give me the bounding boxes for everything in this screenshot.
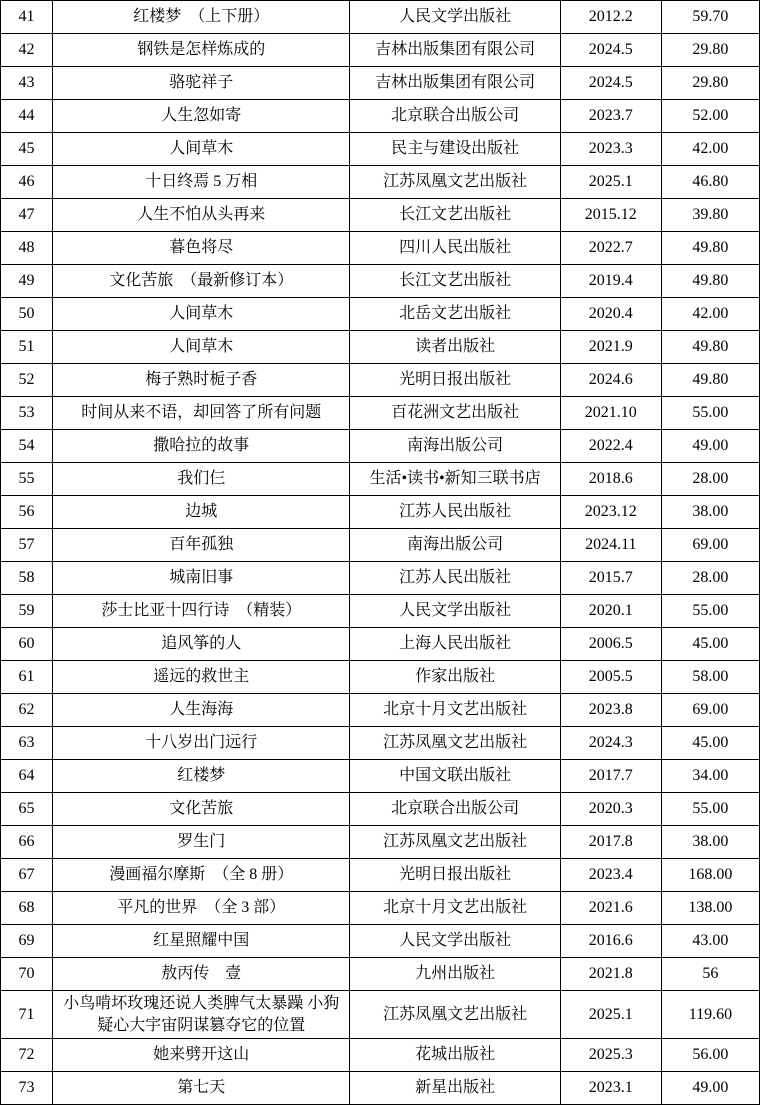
row-title: 第七天 <box>53 1072 350 1105</box>
row-price: 49.00 <box>661 430 759 463</box>
row-title: 遥远的救世主 <box>53 661 350 694</box>
row-date: 2005.5 <box>560 661 661 694</box>
row-publisher: 人民文学出版社 <box>350 1 560 34</box>
row-price: 49.80 <box>661 265 759 298</box>
row-publisher: 吉林出版集团有限公司 <box>350 67 560 100</box>
row-title: 时间从来不语，却回答了所有问题 <box>53 397 350 430</box>
row-date: 2017.7 <box>560 760 661 793</box>
row-index: 49 <box>1 265 53 298</box>
row-publisher: 江苏凤凰文艺出版社 <box>350 826 560 859</box>
row-title: 十日终焉 5 万相 <box>53 166 350 199</box>
row-price: 58.00 <box>661 661 759 694</box>
row-price: 46.80 <box>661 166 759 199</box>
row-index: 43 <box>1 67 53 100</box>
row-price: 69.00 <box>661 694 759 727</box>
table-row <box>1 661 760 694</box>
row-publisher: 上海人民出版社 <box>350 628 560 661</box>
table-row <box>1 793 760 826</box>
row-index: 59 <box>1 595 53 628</box>
row-title: 我们仨 <box>53 463 350 496</box>
row-title: 文化苦旅 <box>53 793 350 826</box>
row-price: 168.00 <box>661 859 759 892</box>
row-publisher: 花城出版社 <box>350 1039 560 1072</box>
row-index: 73 <box>1 1072 53 1105</box>
row-index: 50 <box>1 298 53 331</box>
table-row <box>1 562 760 595</box>
row-index: 66 <box>1 826 53 859</box>
row-title: 小鸟啃坏玫瑰还说人类脾气太暴躁 小狗疑心大宇宙阴谋篡夺它的位置 <box>53 991 350 1039</box>
row-date: 2015.7 <box>560 562 661 595</box>
row-index: 62 <box>1 694 53 727</box>
row-price: 55.00 <box>661 595 759 628</box>
row-title: 她来劈开这山 <box>53 1039 350 1072</box>
table-body <box>1 1 760 1105</box>
table-row <box>1 133 760 166</box>
row-index: 53 <box>1 397 53 430</box>
row-date: 2022.4 <box>560 430 661 463</box>
table-row <box>1 958 760 991</box>
row-publisher: 长江文艺出版社 <box>350 199 560 232</box>
table-row <box>1 364 760 397</box>
row-date: 2023.3 <box>560 133 661 166</box>
row-publisher: 光明日报出版社 <box>350 859 560 892</box>
table-row <box>1 925 760 958</box>
row-date: 2020.3 <box>560 793 661 826</box>
row-publisher: 九州出版社 <box>350 958 560 991</box>
row-publisher: 四川人民出版社 <box>350 232 560 265</box>
table-row <box>1 892 760 925</box>
row-title: 罗生门 <box>53 826 350 859</box>
row-price: 43.00 <box>661 925 759 958</box>
table-row <box>1 265 760 298</box>
row-index: 72 <box>1 1039 53 1072</box>
row-price: 55.00 <box>661 397 759 430</box>
row-price: 59.70 <box>661 1 759 34</box>
row-index: 51 <box>1 331 53 364</box>
row-index: 67 <box>1 859 53 892</box>
row-price: 49.80 <box>661 232 759 265</box>
row-price: 119.60 <box>661 991 759 1039</box>
table-row <box>1 100 760 133</box>
row-index: 69 <box>1 925 53 958</box>
row-date: 2012.2 <box>560 1 661 34</box>
row-index: 71 <box>1 991 53 1039</box>
row-title: 漫画福尔摩斯 （全 8 册） <box>53 859 350 892</box>
row-title: 暮色将尽 <box>53 232 350 265</box>
table-row <box>1 859 760 892</box>
table-row <box>1 1039 760 1072</box>
row-publisher: 江苏凤凰文艺出版社 <box>350 166 560 199</box>
table-row <box>1 199 760 232</box>
row-index: 46 <box>1 166 53 199</box>
row-publisher: 人民文学出版社 <box>350 925 560 958</box>
row-index: 47 <box>1 199 53 232</box>
row-index: 56 <box>1 496 53 529</box>
row-price: 49.00 <box>661 1072 759 1105</box>
row-price: 34.00 <box>661 760 759 793</box>
row-index: 55 <box>1 463 53 496</box>
row-publisher: 作家出版社 <box>350 661 560 694</box>
row-date: 2020.1 <box>560 595 661 628</box>
row-title: 钢铁是怎样炼成的 <box>53 34 350 67</box>
row-index: 45 <box>1 133 53 166</box>
row-date: 2020.4 <box>560 298 661 331</box>
row-price: 49.80 <box>661 331 759 364</box>
row-title: 文化苦旅 （最新修订本） <box>53 265 350 298</box>
row-date: 2018.6 <box>560 463 661 496</box>
row-title: 骆驼祥子 <box>53 67 350 100</box>
row-date: 2021.6 <box>560 892 661 925</box>
row-title: 莎士比亚十四行诗 （精装） <box>53 595 350 628</box>
row-price: 49.80 <box>661 364 759 397</box>
table-row <box>1 760 760 793</box>
row-title: 撒哈拉的故事 <box>53 430 350 463</box>
row-publisher: 江苏人民出版社 <box>350 496 560 529</box>
row-price: 45.00 <box>661 727 759 760</box>
table-row <box>1 826 760 859</box>
row-date: 2019.4 <box>560 265 661 298</box>
row-title: 人生不怕从头再来 <box>53 199 350 232</box>
table-row <box>1 34 760 67</box>
row-date: 2025.1 <box>560 991 661 1039</box>
row-index: 65 <box>1 793 53 826</box>
table-row <box>1 628 760 661</box>
row-publisher: 南海出版公司 <box>350 430 560 463</box>
row-title: 十八岁出门远行 <box>53 727 350 760</box>
row-date: 2021.8 <box>560 958 661 991</box>
row-publisher: 长江文艺出版社 <box>350 265 560 298</box>
table-row <box>1 694 760 727</box>
table-row <box>1 331 760 364</box>
row-index: 48 <box>1 232 53 265</box>
row-index: 60 <box>1 628 53 661</box>
row-date: 2017.8 <box>560 826 661 859</box>
row-date: 2025.1 <box>560 166 661 199</box>
row-index: 63 <box>1 727 53 760</box>
row-title: 红楼梦 （上下册） <box>53 1 350 34</box>
row-title: 边城 <box>53 496 350 529</box>
row-publisher: 江苏凤凰文艺出版社 <box>350 991 560 1039</box>
row-publisher: 吉林出版集团有限公司 <box>350 34 560 67</box>
row-date: 2023.4 <box>560 859 661 892</box>
table-row <box>1 1072 760 1105</box>
row-index: 42 <box>1 34 53 67</box>
row-title: 敖丙传 壹 <box>53 958 350 991</box>
row-price: 42.00 <box>661 133 759 166</box>
row-date: 2024.6 <box>560 364 661 397</box>
row-title: 城南旧事 <box>53 562 350 595</box>
row-index: 57 <box>1 529 53 562</box>
row-index: 58 <box>1 562 53 595</box>
table-row <box>1 166 760 199</box>
row-price: 28.00 <box>661 463 759 496</box>
row-price: 56 <box>661 958 759 991</box>
row-publisher: 光明日报出版社 <box>350 364 560 397</box>
row-price: 45.00 <box>661 628 759 661</box>
row-index: 70 <box>1 958 53 991</box>
table-row <box>1 991 760 1039</box>
row-date: 2024.5 <box>560 34 661 67</box>
row-price: 52.00 <box>661 100 759 133</box>
row-date: 2023.7 <box>560 100 661 133</box>
table-row <box>1 298 760 331</box>
row-title: 人间草木 <box>53 298 350 331</box>
row-publisher: 生活•读书•新知三联书店 <box>350 463 560 496</box>
row-title: 百年孤独 <box>53 529 350 562</box>
row-date: 2023.1 <box>560 1072 661 1105</box>
row-publisher: 民主与建设出版社 <box>350 133 560 166</box>
row-price: 42.00 <box>661 298 759 331</box>
row-date: 2025.3 <box>560 1039 661 1072</box>
row-publisher: 北京十月文艺出版社 <box>350 892 560 925</box>
row-title: 追风筝的人 <box>53 628 350 661</box>
table-row <box>1 496 760 529</box>
row-publisher: 新星出版社 <box>350 1072 560 1105</box>
row-date: 2015.12 <box>560 199 661 232</box>
row-title: 人间草木 <box>53 331 350 364</box>
row-price: 38.00 <box>661 826 759 859</box>
row-price: 29.80 <box>661 67 759 100</box>
table-row <box>1 529 760 562</box>
row-price: 56.00 <box>661 1039 759 1072</box>
row-price: 28.00 <box>661 562 759 595</box>
row-date: 2006.5 <box>560 628 661 661</box>
row-title: 人间草木 <box>53 133 350 166</box>
row-date: 2023.8 <box>560 694 661 727</box>
row-price: 39.80 <box>661 199 759 232</box>
row-date: 2023.12 <box>560 496 661 529</box>
row-publisher: 北京联合出版公司 <box>350 793 560 826</box>
row-date: 2021.9 <box>560 331 661 364</box>
table-row <box>1 67 760 100</box>
row-publisher: 人民文学出版社 <box>350 595 560 628</box>
row-publisher: 读者出版社 <box>350 331 560 364</box>
table-row <box>1 397 760 430</box>
row-index: 41 <box>1 1 53 34</box>
table-row <box>1 595 760 628</box>
row-date: 2024.11 <box>560 529 661 562</box>
row-date: 2024.5 <box>560 67 661 100</box>
row-publisher: 北京联合出版公司 <box>350 100 560 133</box>
row-title: 人生海海 <box>53 694 350 727</box>
table-row <box>1 232 760 265</box>
row-price: 29.80 <box>661 34 759 67</box>
row-index: 44 <box>1 100 53 133</box>
row-date: 2022.7 <box>560 232 661 265</box>
row-price: 69.00 <box>661 529 759 562</box>
row-title: 梅子熟时栀子香 <box>53 364 350 397</box>
row-index: 64 <box>1 760 53 793</box>
row-title: 人生忽如寄 <box>53 100 350 133</box>
row-publisher: 百花洲文艺出版社 <box>350 397 560 430</box>
row-price: 38.00 <box>661 496 759 529</box>
table-row <box>1 430 760 463</box>
row-publisher: 江苏凤凰文艺出版社 <box>350 727 560 760</box>
table-row <box>1 463 760 496</box>
table-row <box>1 727 760 760</box>
row-title: 红星照耀中国 <box>53 925 350 958</box>
row-date: 2021.10 <box>560 397 661 430</box>
row-index: 68 <box>1 892 53 925</box>
row-price: 138.00 <box>661 892 759 925</box>
row-index: 61 <box>1 661 53 694</box>
row-title: 红楼梦 <box>53 760 350 793</box>
row-price: 55.00 <box>661 793 759 826</box>
row-publisher: 江苏人民出版社 <box>350 562 560 595</box>
row-index: 52 <box>1 364 53 397</box>
row-publisher: 北京十月文艺出版社 <box>350 694 560 727</box>
table-row <box>1 1 760 34</box>
row-date: 2016.6 <box>560 925 661 958</box>
row-publisher: 中国文联出版社 <box>350 760 560 793</box>
row-title: 平凡的世界 （全 3 部） <box>53 892 350 925</box>
row-date: 2024.3 <box>560 727 661 760</box>
row-index: 54 <box>1 430 53 463</box>
row-publisher: 北岳文艺出版社 <box>350 298 560 331</box>
row-publisher: 南海出版公司 <box>350 529 560 562</box>
